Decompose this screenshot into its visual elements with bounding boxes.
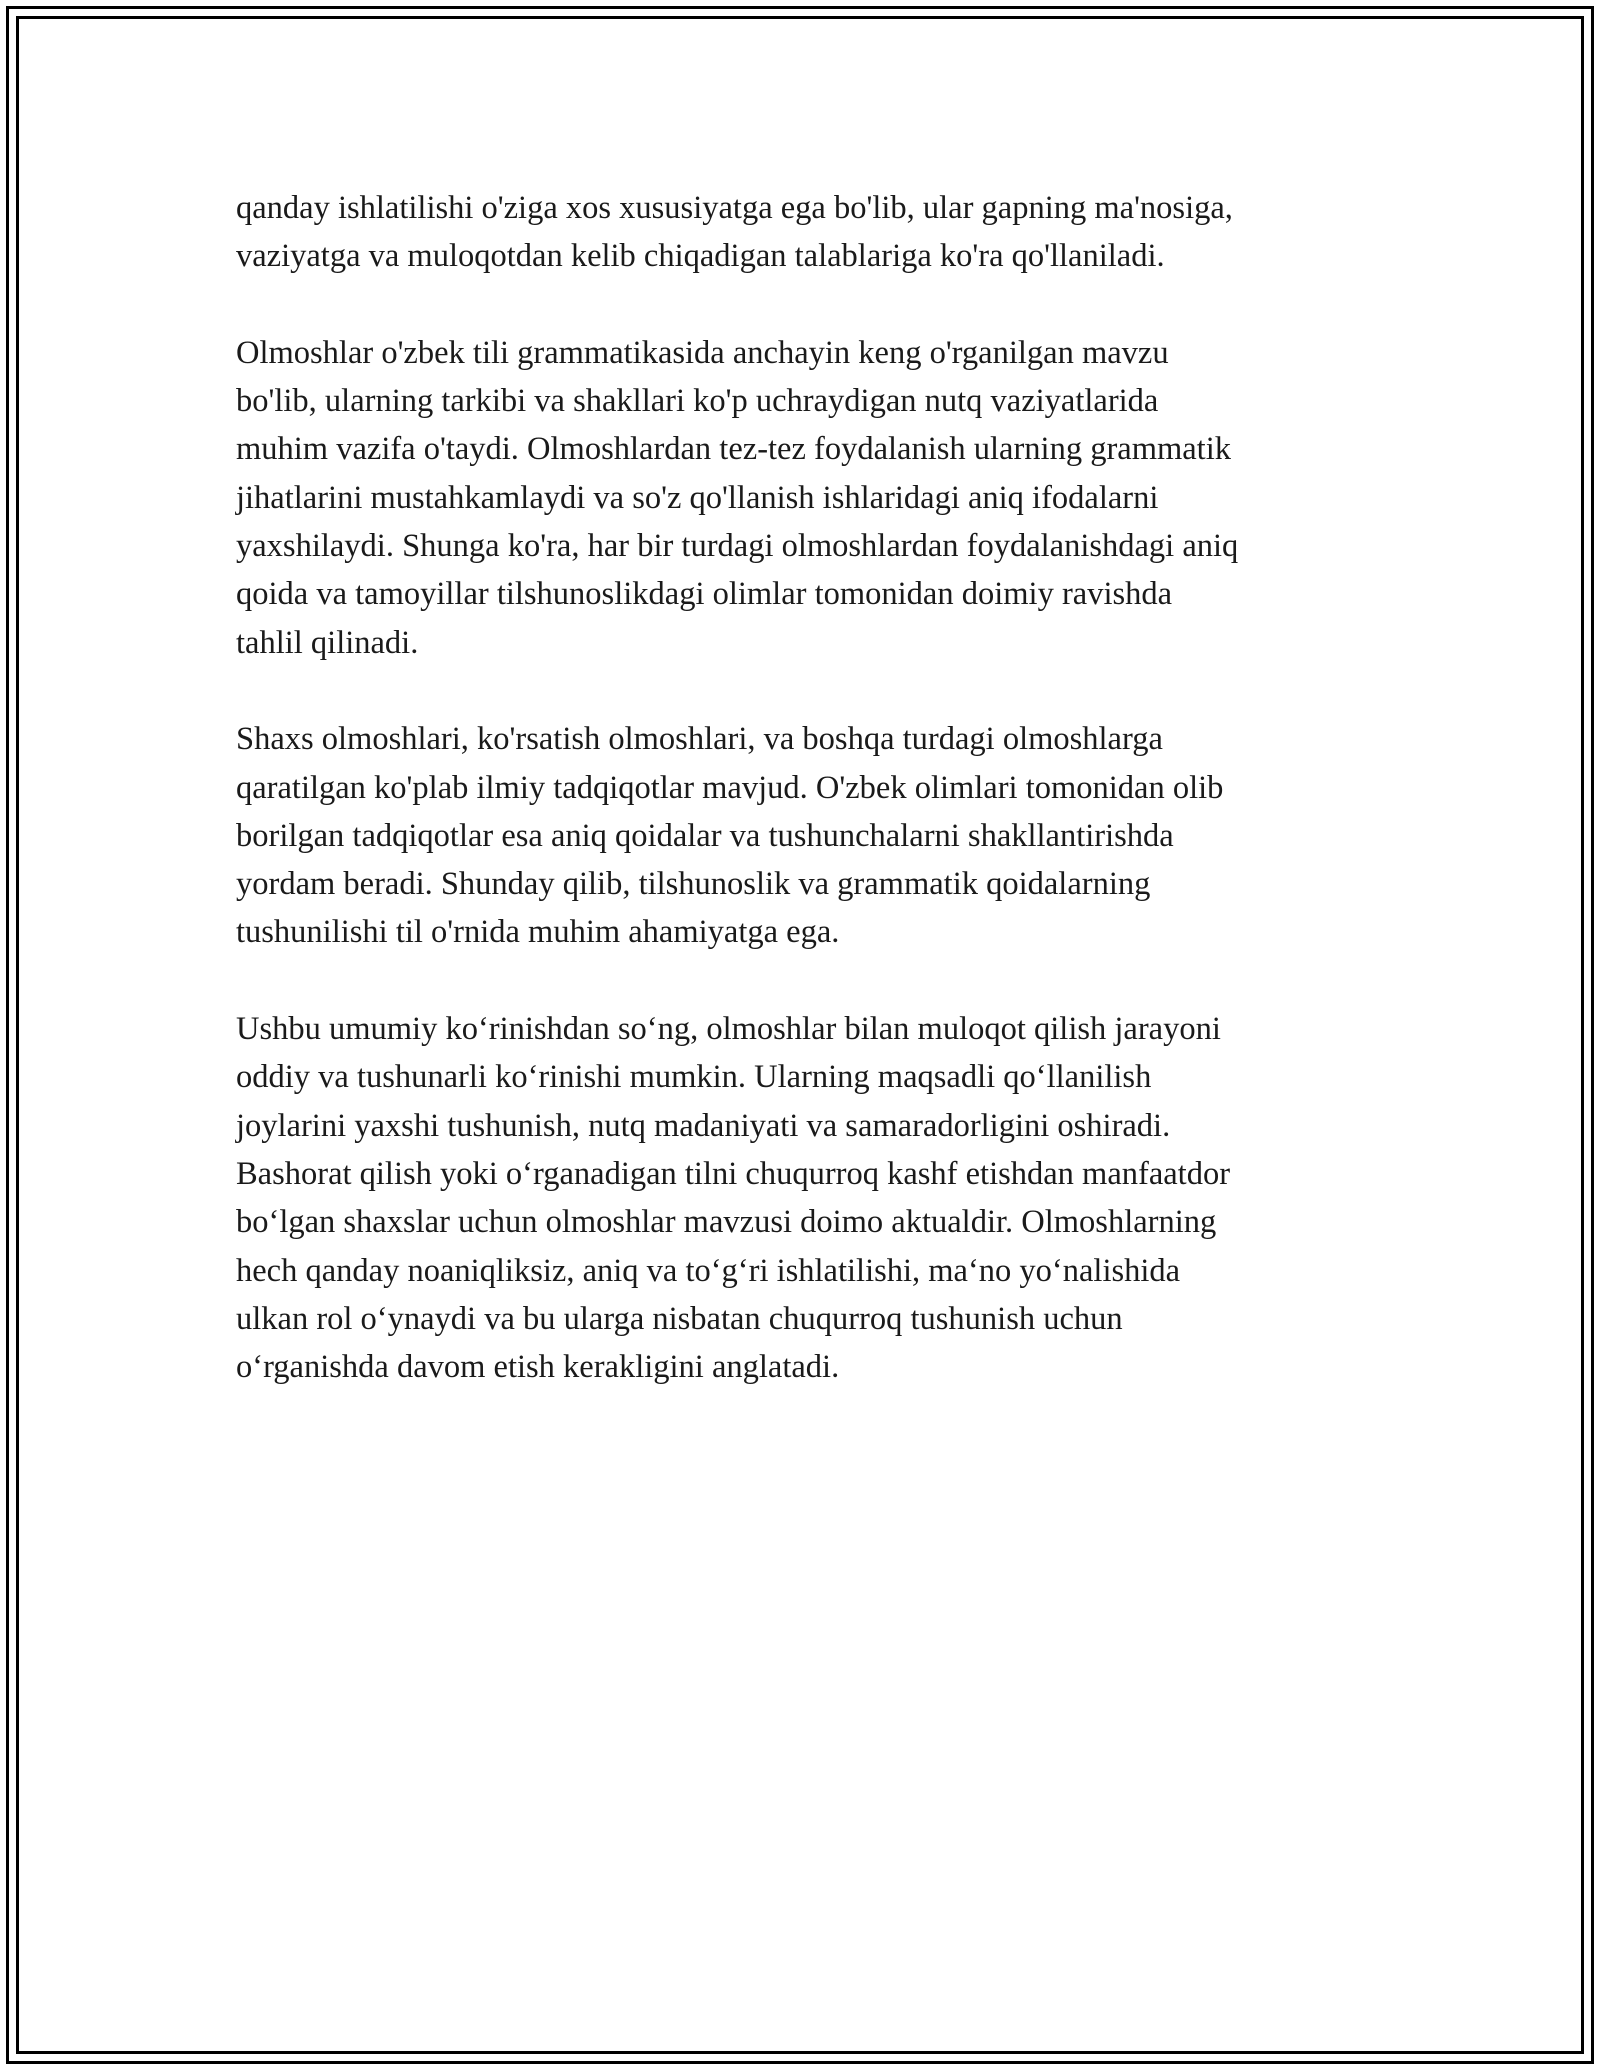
document-body <box>236 184 1386 1440</box>
paragraph-2: Olmoshlar o'zbek tili grammatikasida anchayin keng o'rganilgan mavzu bo'lib, ularning tarkibi va shakllari ko'p uchraydigan nutq vaziyatlarida muhim vazifa o'taydi. Olmoshlardan tez-tez foydalanish ularning grammatik jihatlarini mustahkamlaydi va so'z qo'llanish ishlaridagi aniq ifodalarni yaxshilaydi. Shunga ko'ra, har bir turdagi olmoshlardan foydalanishdagi aniq qoida va tamoyillar tilshunoslikdagi olimlar tomonidan doimiy ravishda tahlil qilinadi. <box>236 334 1239 661</box>
paragraph-4: Ushbu umumiy koʻrinishdan soʻng, olmoshlar bilan muloqot qilish jarayoni oddiy va tushunarli koʻrinishi mumkin. Ularning maqsadli qoʻllanilish joylarini yaxshi tushunish, nutq madaniyati va samaradorligini oshiradi. Bashorat qilish yoki oʻrganadigan tilni chuqurroq kashf etishdan manfaatdor boʻlgan shaxslar uchun olmoshlar mavzusi doimo aktualdir. Olmoshlarning hech qanday noaniqliksiz, aniq va toʻgʻri ishlatilishi, maʻno yoʻnalishida ulkan rol oʻynaydi va bu ularga nisbatan chuqurroq tushunish uchun oʻrganishda davom etish kerakligini anglatadi. <box>236 1011 1231 1386</box>
paragraph-1: qanday ishlatilishi o'ziga xos xususiyatga ega bo'lib, ular gapning ma'nosiga, vaziyatga va muloqotdan kelib chiqadigan talablariga ko'ra qo'llaniladi. <box>236 190 1233 275</box>
paragraph-3: Shaxs olmoshlari, ko'rsatish olmoshlari, va boshqa turdagi olmoshlarga qaratilgan ko'plab ilmiy tadqiqotlar mavjud. O'zbek olimlari tomonidan olib borilgan tadqiqotlar esa aniq qoidalar va tushunchalarni shakllantirishda yordam beradi. Shunday qilib, tilshunoslik va grammatik qoidalarning tushunilishi til o'rnida muhim ahamiyatga ega. <box>236 721 1224 951</box>
